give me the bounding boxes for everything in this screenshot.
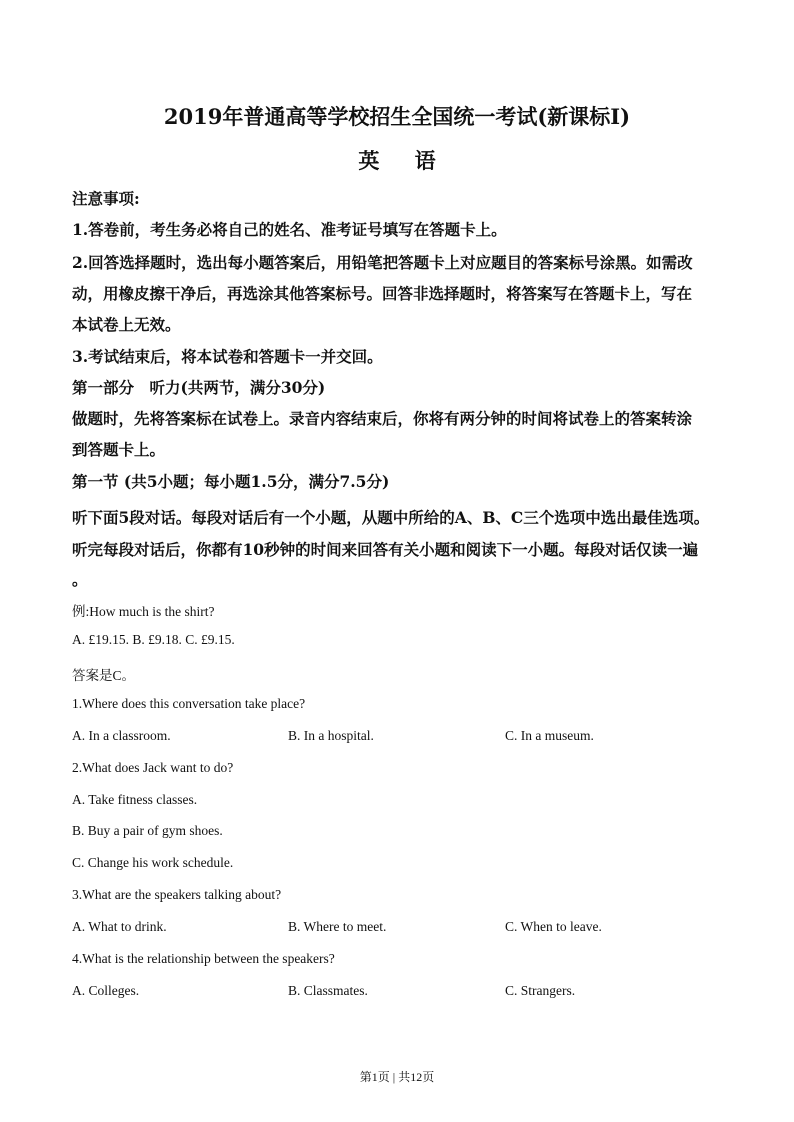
notice-heading: 注意事项:: [72, 189, 140, 208]
notice-item-3: 3.考试结束后，将本试卷和答题卡一并交回。: [72, 347, 383, 366]
example-options: A. £19.15. B. £9.18. C. £9.15.: [72, 632, 235, 647]
question-1-stem: 1.Where does this conversation take place?: [72, 696, 306, 711]
example-answer: 答案是C。: [72, 668, 136, 683]
question-4-stem: 4.What is the relationship between the speakers?: [72, 951, 335, 966]
question-2-option-b: B. Buy a pair of gym shoes.: [72, 823, 223, 838]
exam-title: 2019年普通高等学校招生全国统一考试(新课标I): [163, 104, 631, 129]
question-3-option-c: C. When to leave.: [505, 919, 602, 934]
notice-item-2-line-1: 2.回答选择题时，选出每小题答案后，用铅笔把答题卡上对应题目的答案标号涂黑。如需改: [72, 253, 693, 272]
subject-title: 英 语: [358, 148, 450, 173]
section-1-instruction-line-1: 听下面5段对话。每段对话后有一个小题，从题中所给的A、B、C三个选项中选出最佳选项。: [72, 508, 710, 527]
example-question: 例:How much is the shirt?: [72, 604, 215, 619]
question-3-option-a: A. What to drink.: [72, 919, 167, 934]
part-1-instruction-line-1: 做题时，先将答案标在试卷上。录音内容结束后，你将有两分钟的时间将试卷上的答案转涂: [72, 409, 693, 428]
question-2-option-a: A. Take fitness classes.: [72, 792, 198, 807]
section-1-instruction-line-2: 听完每段对话后，你都有10秒钟的时间来回答有关小题和阅读下一小题。每段对话仅读一遍: [72, 540, 699, 559]
question-4-option-c: C. Strangers.: [505, 983, 576, 998]
notice-item-1: 1.答卷前，考生务必将自己的姓名、准考证号填写在答题卡上。: [72, 220, 507, 239]
question-1-option-a: A. In a classroom.: [72, 728, 171, 743]
question-2-option-c: C. Change his work schedule.: [72, 855, 234, 870]
question-1-option-c: C. In a museum.: [505, 728, 594, 743]
section-1-instruction-line-3: 。: [72, 570, 88, 589]
question-4-option-a: A. Colleges.: [72, 983, 140, 998]
question-2-stem: 2.What does Jack want to do?: [72, 760, 234, 775]
question-3-stem: 3.What are the speakers talking about?: [72, 887, 282, 902]
question-4-option-b: B. Classmates.: [288, 983, 368, 998]
question-3-option-b: B. Where to meet.: [288, 919, 387, 934]
question-1-option-b: B. In a hospital.: [288, 728, 374, 743]
notice-item-2-line-3: 本试卷上无效。: [72, 315, 181, 334]
part-1-heading: 第一部分 听力(共两节，满分30分): [72, 378, 326, 397]
page-indicator: 第1页 | 共12页: [359, 1070, 435, 1084]
section-1-heading: 第一节 (共5小题；每小题1.5分，满分7.5分): [72, 472, 390, 491]
part-1-instruction-line-2: 到答题卡上。: [72, 440, 166, 459]
notice-item-2-line-2: 动，用橡皮擦干净后，再选涂其他答案标号。回答非选择题时，将答案写在答题卡上，写在: [72, 284, 693, 303]
